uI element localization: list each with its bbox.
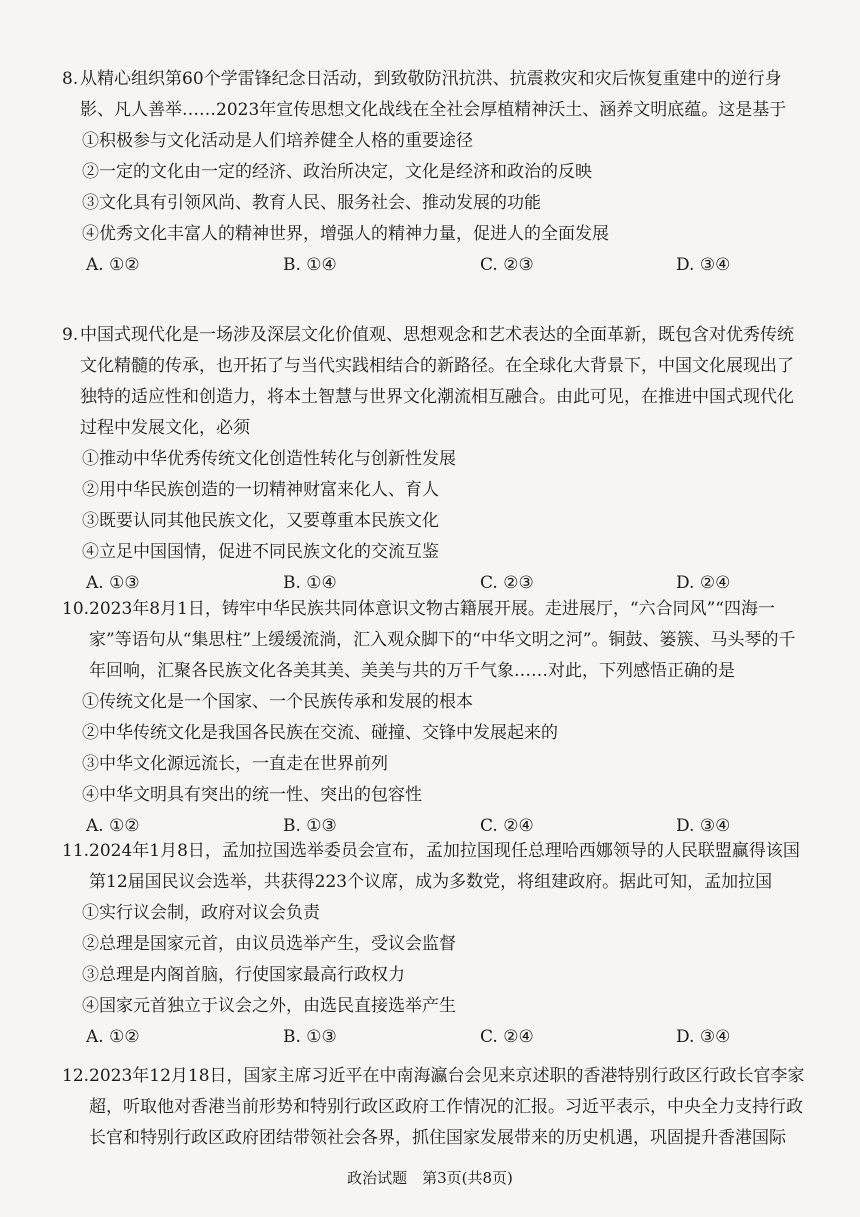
choice-c[interactable]: C. ②④ [480,816,534,836]
question-stem [0,64,860,126]
choice-b[interactable]: B. ①③ [283,1027,337,1047]
option-2: ②用中华民族创造的一切精神财富来化人、育人 [82,480,439,500]
question-number: 11. [62,841,90,861]
option-1: ①推动中华优秀传统文化创造性转化与创新性发展 [82,449,456,469]
question-stem [0,836,860,898]
question-text: 中国式现代化是一场涉及深层文化价值观、思想观念和艺术表达的全面革新，既包含对优秀传统文化精髓的传承，也开拓了与当代实践相结合的新路径。在全球化大背景下，中国文化展现出了独特的适应性和创造力，将本土智慧与世界文化潮流相互融合。由此可见，在推进中国式现代化过程中发展文化，必须 [80,325,794,438]
question-10 [0,594,860,842]
option-2: ②一定的文化由一定的经济、政治所决定，文化是经济和政治的反映 [82,162,592,182]
choice-a[interactable]: A. ①② [86,816,140,836]
question-stem [0,594,860,687]
option-3: ③文化具有引领风尚、教育人民、服务社会、推动发展的功能 [82,193,541,213]
question-11 [0,836,860,1053]
choice-c[interactable]: C. ②③ [480,573,534,593]
question-stem [0,1061,860,1154]
option-2: ②中华传统文化是我国各民族在交流、碰撞、交锋中发展起来的 [82,723,558,743]
question-text: 2023年12月18日，国家主席习近平在中南海瀛台会见来京述职的香港特别行政区行政长官李家超，听取他对香港当前形势和特别行政区政府工作情况的汇报。习近平表示，中央全力支持行政长官和特别行政区政府团结带领社会各界，抓住国家发展带来的历史机遇，巩固提升香港国际 [89,1066,805,1148]
choice-b[interactable]: B. ①③ [283,816,337,836]
choice-b[interactable]: B. ①④ [283,573,337,593]
choice-d[interactable]: D. ③④ [676,1027,731,1047]
option-1: ①积极参与文化活动是人们培养健全人格的重要途径 [82,131,473,151]
option-1: ①传统文化是一个国家、一个民族传承和发展的根本 [82,692,473,712]
option-3: ③既要认同其他民族文化，又要尊重本民族文化 [82,511,439,531]
question-number: 10. [62,599,90,619]
choice-b[interactable]: B. ①④ [283,255,337,275]
question-text: 2023年8月1日，铸牢中华民族共同体意识文物古籍展开展。走进展厅，“六合同风”“四海一家”等语句从“集思柱”上缓缓流淌，汇入观众脚下的“中华文明之河”。铜鼓、篓簇、马头琴的千年回响，汇聚各民族文化各美其美、美美与共的万千气象……对此，下列感悟正确的是 [89,599,796,681]
question-number: 12. [62,1066,90,1086]
choice-a[interactable]: A. ①③ [86,573,140,593]
question-stem [0,320,860,444]
option-3: ③中华文化源远流长，一直走在世界前列 [82,754,388,774]
choice-d[interactable]: D. ③④ [676,816,731,836]
choice-c[interactable]: C. ②③ [480,255,534,275]
answer-choices [0,1022,860,1053]
choice-a[interactable]: A. ①② [86,255,140,275]
option-4: ④中华文明具有突出的统一性、突出的包容性 [82,785,422,805]
answer-choices [0,250,860,281]
option-2: ②总理是国家元首，由议员选举产生，受议会监督 [82,934,456,954]
question-text: 2024年1月8日，孟加拉国选举委员会宣布，孟加拉国现任总理哈西娜领导的人民联盟赢得该国第12届国民议会选举，共获得223个议席，成为多数党，将组建政府。据此可知，孟加拉国 [89,841,800,892]
option-4: ④立足中国国情，促进不同民族文化的交流互鉴 [82,542,439,562]
question-text: 从精心组织第60个学雷锋纪念日活动，到致敬防汛抗洪、抗震救灾和灾后恢复重建中的逆行身影、凡人善举……2023年宣传思想文化战线在全社会厚植精神沃土、涵养文明底蕴。这是基于 [80,69,787,120]
choice-a[interactable]: A. ①② [86,1027,140,1047]
question-8 [0,64,860,281]
question-number: 9. [62,325,79,345]
option-1: ①实行议会制，政府对议会负责 [82,903,320,923]
option-4: ④国家元首独立于议会之外，由选民直接选举产生 [82,996,456,1016]
page-footer: 政治试题 第3页(共8页) [347,1169,513,1187]
choice-d[interactable]: D. ②④ [676,573,731,593]
question-9 [0,320,860,599]
choice-c[interactable]: C. ②④ [480,1027,534,1047]
choice-d[interactable]: D. ③④ [676,255,731,275]
option-3: ③总理是内阁首脑，行使国家最高行政权力 [82,965,405,985]
option-4: ④优秀文化丰富人的精神世界，增强人的精神力量，促进人的全面发展 [82,224,609,244]
question-number: 8. [62,69,79,89]
question-12 [0,1061,860,1154]
